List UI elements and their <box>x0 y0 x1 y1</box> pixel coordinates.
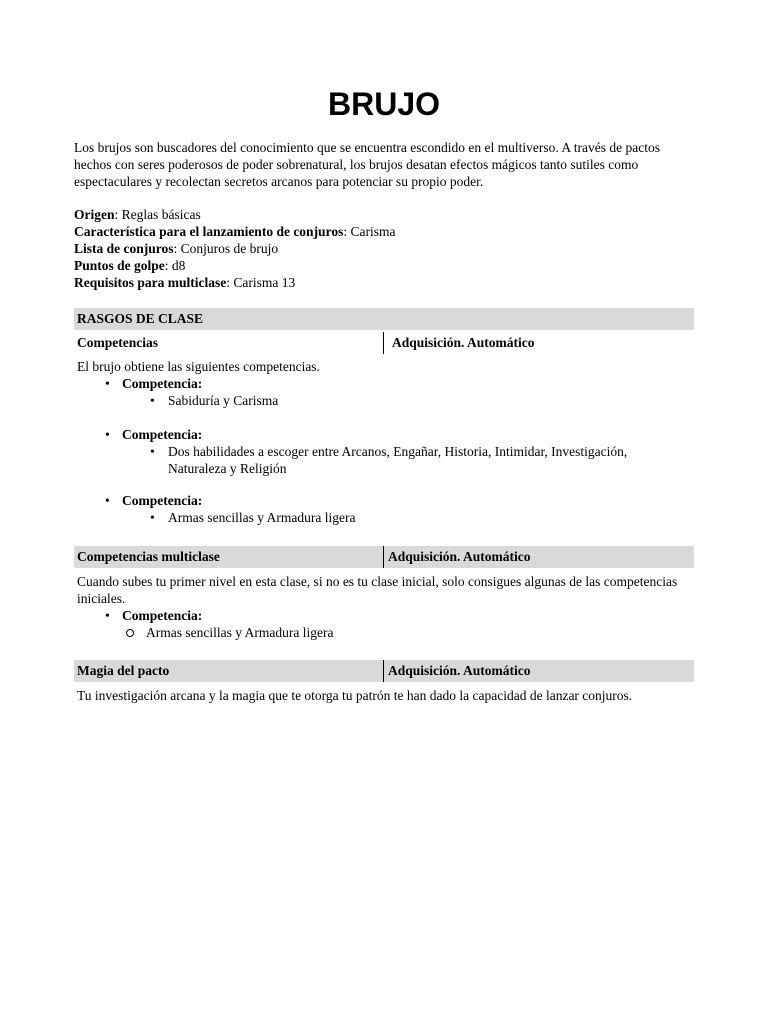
sub-list-item-text: Armas sencillas y Armadura ligera <box>168 510 356 525</box>
class-metadata <box>74 206 694 291</box>
list-item-label: Competencia: <box>122 493 203 508</box>
meta-origin <box>74 206 694 223</box>
intro-paragraph: Los brujos son buscadores del conocimiento que se encuentra escondido en el multiverso. A través de pactos hechos con seres poderosos de poder sobrenatural, los brujos desatan efectos mágicos tanto sutiles como espectaculares y recolectan secretos arcanos para potenciar su propio poder. <box>74 140 660 189</box>
meta-label: Puntos de golpe <box>74 258 165 273</box>
circle-bullet-icon <box>126 629 134 637</box>
column-divider <box>383 332 384 354</box>
meta-label: Requisitos para multiclase <box>74 275 227 290</box>
sub-list-item-text: Sabiduría y Carisma <box>168 393 279 408</box>
column-divider <box>383 546 384 568</box>
meta-label: Característica para el lanzamiento de conjuros <box>74 224 344 239</box>
meta-value: : d8 <box>164 258 186 273</box>
list-item-label: Competencia: <box>122 376 203 391</box>
feature-name: Competencias multiclase <box>77 549 220 564</box>
list-item-label: Competencia: <box>122 427 203 442</box>
feature-name: Magia del pacto <box>77 663 170 678</box>
feature-row-competencias <box>74 332 694 354</box>
meta-value: : Reglas básicas <box>114 207 201 222</box>
feature-description: Cuando subes tu primer nivel en esta clase, si no es tu clase inicial, solo consigues algunas de las competencias iniciales. <box>77 574 678 606</box>
bullet-icon: • <box>105 376 110 391</box>
feature-acquisition: Adquisición. Automático <box>388 663 531 678</box>
feature-description: El brujo obtiene las siguientes competencias. <box>77 359 320 374</box>
column-divider <box>383 660 384 682</box>
feature-acquisition: Adquisición. Automático <box>392 335 535 350</box>
meta-label: Origen <box>74 207 115 222</box>
bullet-icon: • <box>150 444 155 459</box>
feature-description: Tu investigación arcana y la magia que te otorga tu patrón te han dado la capacidad de lanzar conjuros. <box>77 688 633 703</box>
bullet-icon: • <box>105 493 110 508</box>
feature-acquisition: Adquisición. Automático <box>388 549 531 564</box>
class-features-title: RASGOS DE CLASE <box>77 311 204 326</box>
meta-spell-list <box>74 240 694 257</box>
sub-list-item-text: Armas sencillas y Armadura ligera <box>146 625 334 640</box>
bullet-icon: • <box>105 427 110 442</box>
feature-row-magia-del-pacto <box>74 660 694 682</box>
class-features-header <box>74 308 694 330</box>
meta-label: Lista de conjuros <box>74 241 174 256</box>
meta-spellcasting-ability <box>74 223 694 240</box>
page-title: BRUJO <box>327 86 440 122</box>
list-item-label: Competencia: <box>122 608 203 623</box>
meta-hit-points <box>74 257 694 274</box>
bullet-icon: • <box>150 510 155 525</box>
meta-multiclass-requirements <box>74 274 694 291</box>
meta-value: : Carisma <box>343 224 396 239</box>
feature-name: Competencias <box>77 335 158 350</box>
sub-list-item-text: Dos habilidades a escoger entre Arcanos, Engañar, Historia, Intimidar, Investigación, Naturaleza y Religión <box>168 444 628 476</box>
meta-value: : Carisma 13 <box>226 275 296 290</box>
bullet-icon: • <box>105 608 110 623</box>
feature-row-multiclase <box>74 546 694 568</box>
bullet-icon: • <box>150 393 155 408</box>
meta-value: : Conjuros de brujo <box>173 241 279 256</box>
